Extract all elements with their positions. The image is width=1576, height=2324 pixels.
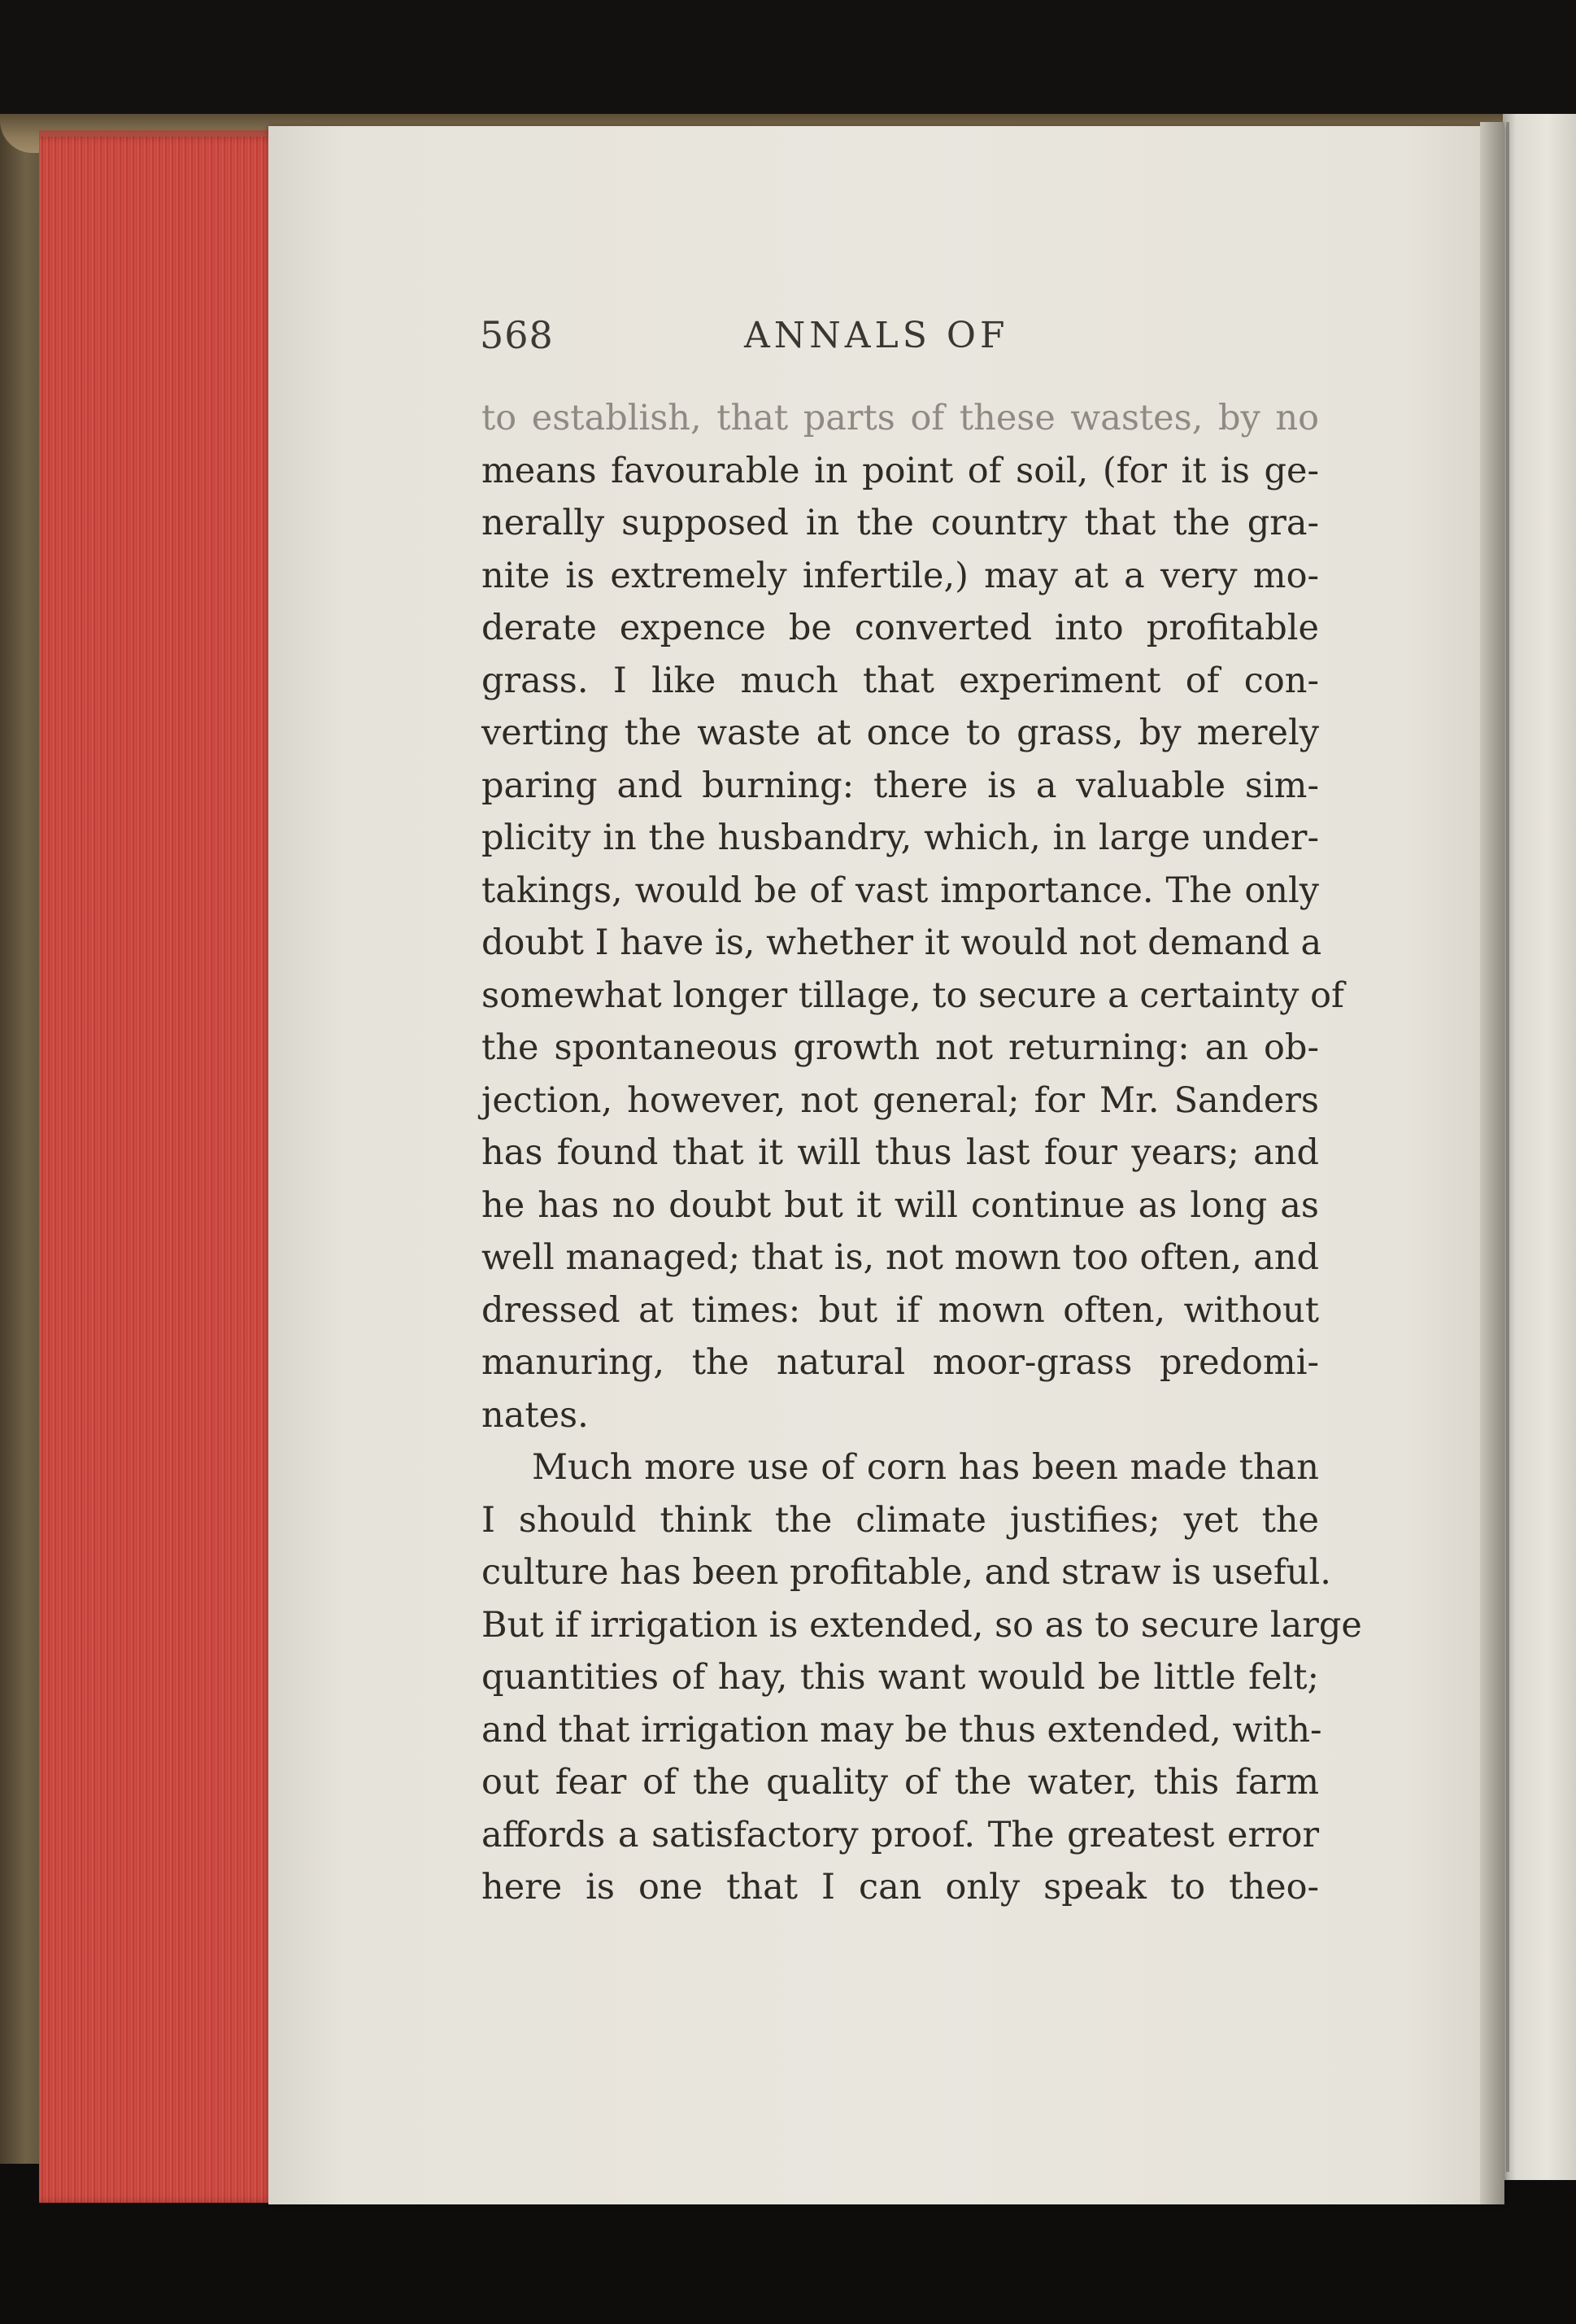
text-line: culture has been profitable, and straw is useful. bbox=[481, 1552, 1331, 1593]
red-page-edges bbox=[39, 137, 283, 2203]
text-line: and that irrigation may be thus extended, with- bbox=[481, 1709, 1322, 1751]
text-line: manuring, the natural moor-grass predomi- bbox=[481, 1342, 1319, 1383]
text-line: has found that it will thus last four years; and bbox=[481, 1132, 1319, 1173]
text-line: jection, however, not general; for Mr. Sanders bbox=[481, 1079, 1319, 1121]
text-line: the spontaneous growth not returning: an ob- bbox=[481, 1027, 1319, 1068]
facing-page bbox=[1503, 114, 1576, 2180]
text-line: to establish, that parts of these wastes, by no bbox=[481, 398, 1319, 438]
body-text bbox=[481, 392, 1362, 1914]
running-head: ANNALS OF bbox=[744, 315, 1009, 356]
text-line: verting the waste at once to grass, by merely bbox=[481, 713, 1319, 753]
text-line: quantities of hay, this want would be little felt; bbox=[481, 1657, 1319, 1698]
text-line: I should think the climate justifies; yet the bbox=[481, 1499, 1319, 1541]
text-line: But if irrigation is extended, so as to secure large bbox=[481, 1604, 1362, 1646]
text-line: Much more use of corn has been made than bbox=[532, 1447, 1319, 1488]
page-header bbox=[480, 313, 1317, 370]
facing-page-edge bbox=[1506, 122, 1509, 2172]
text-line: affords a satisfactory proof. The greatest error bbox=[481, 1814, 1319, 1855]
text-line: dressed at times: but if mown often, without bbox=[481, 1289, 1319, 1331]
text-line: doubt I have is, whether it would not demand a bbox=[481, 922, 1322, 963]
text-line: nite is extremely infertile,) may at a very mo- bbox=[481, 555, 1319, 596]
text-line: here is one that I can only speak to theo- bbox=[481, 1867, 1319, 1908]
page-gutter bbox=[1480, 122, 1504, 2204]
text-line: derate expence be converted into profitable bbox=[481, 608, 1319, 648]
text-line: plicity in the husbandry, which, in large under- bbox=[481, 818, 1319, 858]
page-number: 568 bbox=[480, 313, 554, 357]
text-line: takings, would be of vast importance. The only bbox=[481, 870, 1319, 911]
text-line: nerally supposed in the country that the gra- bbox=[481, 503, 1319, 543]
text-line: nates. bbox=[481, 1394, 589, 1436]
text-line: means favourable in point of soil, (for it is ge- bbox=[481, 450, 1319, 491]
text-line: well managed; that is, not mown too often, and bbox=[481, 1237, 1319, 1278]
text-line: somewhat longer tillage, to secure a certainty of bbox=[481, 975, 1344, 1016]
text-line: he has no doubt but it will continue as long as bbox=[481, 1184, 1319, 1226]
text-line: out fear of the quality of the water, this farm bbox=[481, 1762, 1319, 1803]
text-line: grass. I like much that experiment of con- bbox=[481, 660, 1319, 701]
text-line: paring and burning: there is a valuable sim- bbox=[481, 765, 1319, 806]
background-top bbox=[0, 0, 1576, 122]
